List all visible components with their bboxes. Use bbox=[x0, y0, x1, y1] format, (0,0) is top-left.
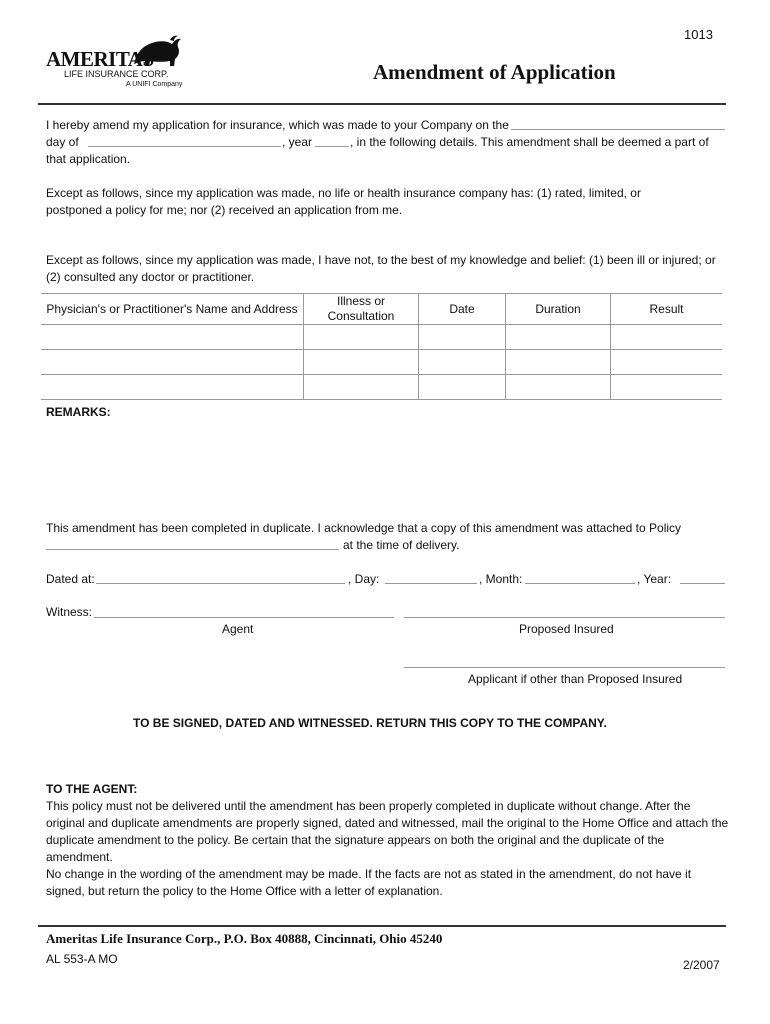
dated-at-field[interactable] bbox=[96, 583, 345, 584]
remarks-area[interactable] bbox=[46, 425, 724, 510]
witness-label: Witness: bbox=[46, 605, 93, 619]
table-cell[interactable] bbox=[304, 375, 419, 400]
policy-number-field[interactable] bbox=[46, 549, 339, 550]
para1-line3: that application. bbox=[46, 152, 131, 166]
table-cell[interactable] bbox=[611, 375, 723, 400]
company-logo bbox=[46, 34, 186, 94]
dated-at-label: Dated at: bbox=[46, 572, 95, 586]
year-label: , Year: bbox=[637, 572, 672, 586]
para2-line1: Except as follows, since my application was made, no life or health insurance company has: (1) rated, limited, or bbox=[46, 186, 641, 200]
table-cell[interactable] bbox=[506, 350, 611, 375]
application-date-field[interactable] bbox=[511, 129, 725, 130]
table-header-row bbox=[41, 294, 722, 325]
insured-caption: Proposed Insured bbox=[519, 622, 614, 636]
month-label: , Month: bbox=[479, 572, 523, 586]
para3-line1: Except as follows, since my application was made, I have not, to the best of my knowledge and belief: (1) been ill or injured; or bbox=[46, 253, 716, 267]
header-date: Date bbox=[419, 294, 506, 325]
table-row bbox=[41, 325, 722, 350]
applicant-signature-field[interactable] bbox=[404, 667, 725, 668]
header-duration: Duration bbox=[506, 294, 611, 325]
table-cell[interactable] bbox=[611, 325, 723, 350]
insured-signature-field[interactable] bbox=[404, 617, 725, 618]
year-field-2[interactable] bbox=[680, 583, 725, 584]
agent-note-line5: No change in the wording of the amendment may be made. If the facts are not as stated in the amendment, do not have it bbox=[46, 867, 692, 881]
para1-day-of: day of bbox=[46, 135, 79, 149]
table-row bbox=[41, 350, 722, 375]
table-cell[interactable] bbox=[611, 350, 723, 375]
table-cell[interactable] bbox=[419, 325, 506, 350]
form-number: 1013 bbox=[684, 27, 713, 42]
para1-year: , year bbox=[282, 135, 313, 149]
applicant-caption: Applicant if other than Proposed Insured bbox=[468, 672, 683, 686]
agent-signature-field[interactable] bbox=[94, 617, 394, 618]
para3-line2: (2) consulted any doctor or practitioner. bbox=[46, 270, 255, 284]
table-cell[interactable] bbox=[304, 350, 419, 375]
table-cell[interactable] bbox=[41, 350, 304, 375]
table-cell[interactable] bbox=[506, 325, 611, 350]
table-cell[interactable] bbox=[419, 375, 506, 400]
day-of-field[interactable] bbox=[88, 146, 281, 147]
footer-divider bbox=[38, 925, 726, 927]
agent-note-line6: signed, but return the policy to the Home Office with a letter of explanation. bbox=[46, 884, 443, 898]
footer-date: 2/2007 bbox=[683, 958, 720, 972]
table-cell[interactable] bbox=[419, 350, 506, 375]
agent-caption: Agent bbox=[222, 622, 254, 636]
header-result: Result bbox=[611, 294, 723, 325]
table-cell[interactable] bbox=[41, 375, 304, 400]
agent-note-line2: original and duplicate amendments are properly signed, dated and witnessed, mail the original to the Home Office and attach the bbox=[46, 816, 729, 830]
agent-note-heading: TO THE AGENT: bbox=[46, 782, 138, 796]
day-label: , Day: bbox=[348, 572, 380, 586]
day-field[interactable] bbox=[385, 583, 477, 584]
header-divider bbox=[38, 103, 726, 105]
page-title: Amendment of Application bbox=[373, 60, 616, 84]
para2-line2: postponed a policy for me; nor (2) received an application from me. bbox=[46, 203, 403, 217]
agent-note-line4: amendment. bbox=[46, 850, 113, 864]
logo-name: AMERITAS bbox=[46, 47, 154, 71]
logo-line2: A UNIFI Company bbox=[126, 81, 183, 88]
para1-line1: I hereby amend my application for insurance, which was made to your Company on the bbox=[46, 118, 509, 132]
header-illness-line2: Consultation bbox=[327, 309, 395, 323]
table-cell[interactable] bbox=[506, 375, 611, 400]
table-cell[interactable] bbox=[41, 325, 304, 350]
agent-note-line3: duplicate amendment to the policy. Be certain that the signature appears on both the original and the duplicate of the bbox=[46, 833, 665, 847]
para1-line2: , in the following details. This amendment shall be deemed a part of bbox=[350, 135, 709, 149]
header-illness-line1: Illness or bbox=[336, 294, 386, 308]
agent-note-line1: This policy must not be delivered until the amendment has been properly completed in duplicate without change. After the bbox=[46, 799, 691, 813]
ack-line1: This amendment has been completed in duplicate. I acknowledge that a copy of this amendment was attached to Policy bbox=[46, 521, 682, 535]
year-field[interactable] bbox=[315, 146, 349, 147]
month-field[interactable] bbox=[525, 583, 635, 584]
remarks-label: REMARKS: bbox=[46, 405, 111, 419]
logo-line1: LIFE INSURANCE CORP. bbox=[64, 69, 169, 79]
physician-table bbox=[41, 293, 722, 400]
header-illness bbox=[304, 294, 419, 325]
footer-address: Ameritas Life Insurance Corp., P.O. Box 40888, Cincinnati, Ohio 45240 bbox=[46, 931, 443, 946]
instruction-text: TO BE SIGNED, DATED AND WITNESSED. RETURN THIS COPY TO THE COMPANY. bbox=[133, 716, 607, 730]
table-cell[interactable] bbox=[304, 325, 419, 350]
ack-line2: at the time of delivery. bbox=[343, 538, 460, 552]
header-physician: Physician's or Practitioner's Name and Address bbox=[41, 294, 304, 325]
table-row bbox=[41, 375, 722, 400]
footer-code: AL 553-A MO bbox=[46, 952, 118, 966]
